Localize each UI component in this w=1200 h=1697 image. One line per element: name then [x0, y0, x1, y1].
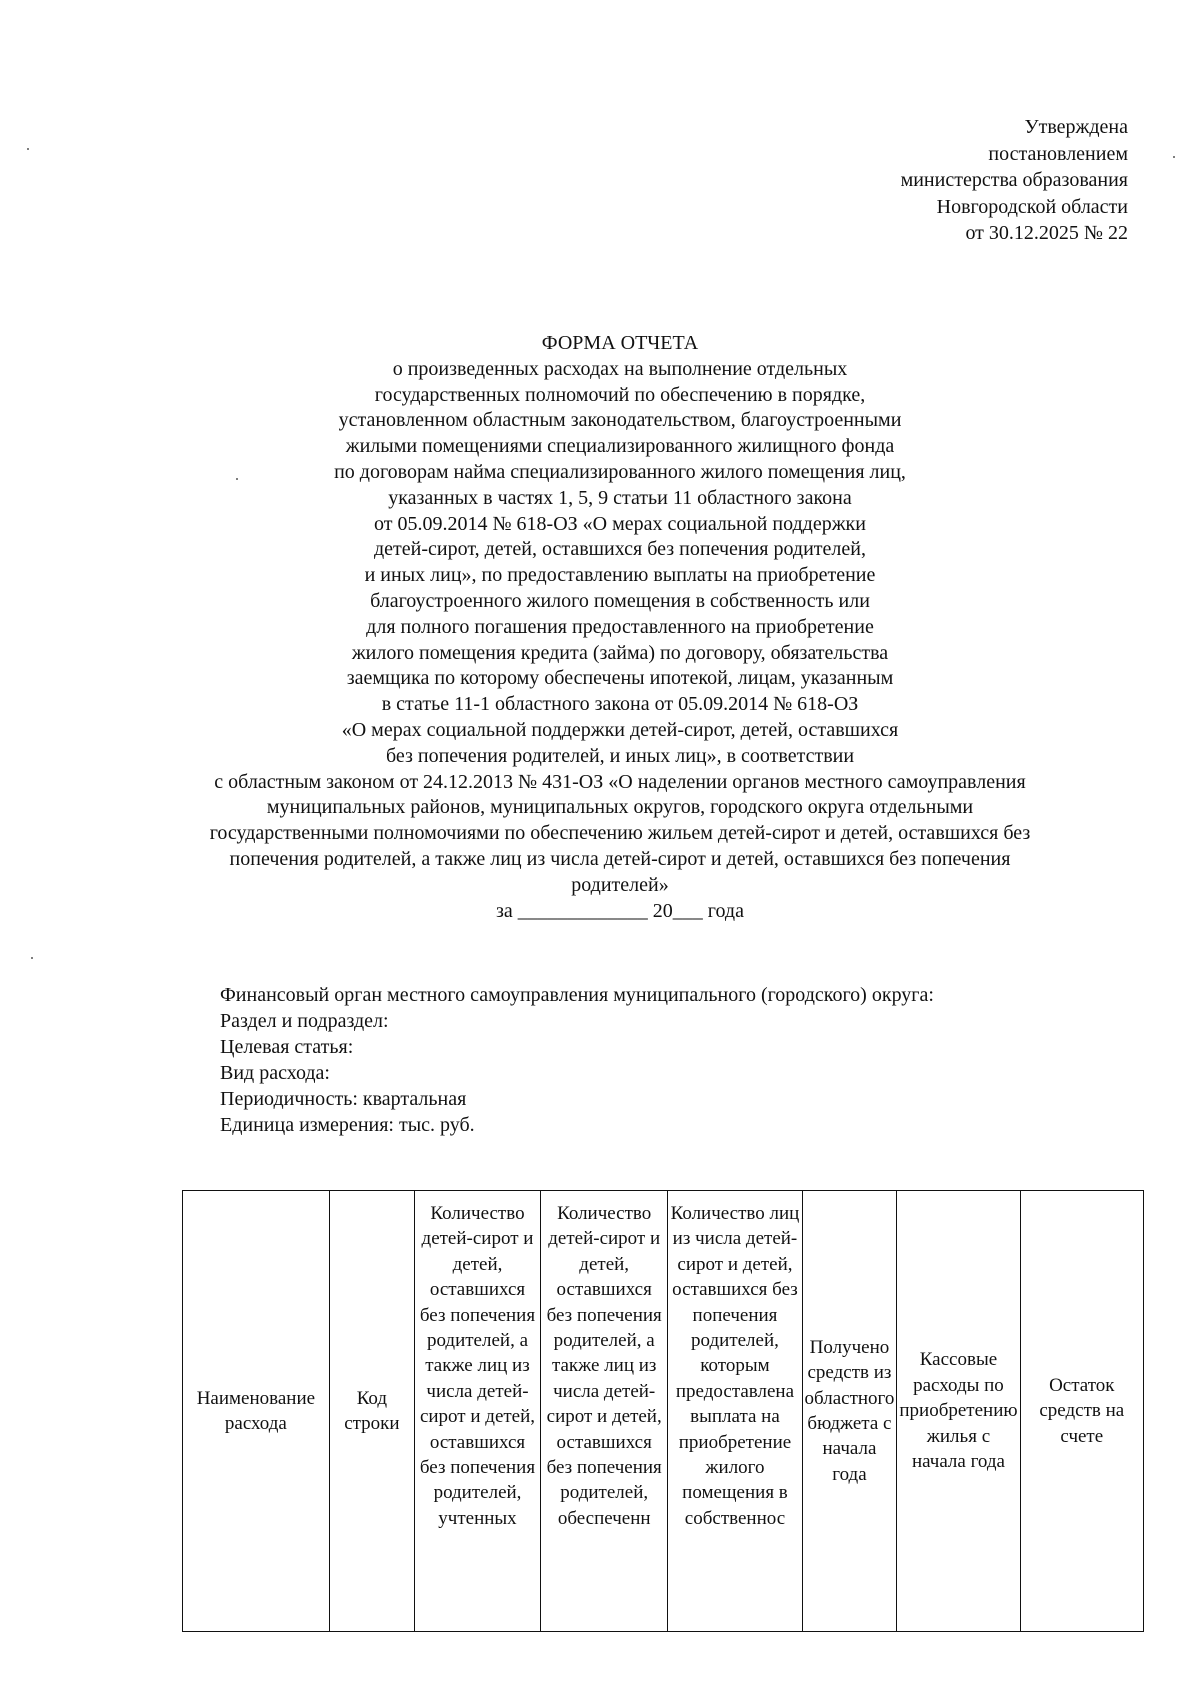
title-line: указанных в частях 1, 5, 9 статьи 11 областного закона — [388, 486, 852, 509]
header-count-registered: Количество детей-сирот и детей, оставшихся без попечения родителей, а также лиц из числа детей-сирот и детей, оставшихся без попечения родителей, учтенных — [415, 1191, 541, 1632]
meta-section: Раздел и подраздел: — [220, 1010, 389, 1032]
header-cash-expenses: Кассовые расходы по приобретению жилья с начала года — [897, 1191, 1020, 1632]
title-line: государственными полномочиями по обеспечению жильем детей-сирот и детей, оставшихся без — [209, 822, 1031, 845]
meta-unit: Единица измерения: тыс. руб. — [220, 1114, 475, 1136]
title-line: заемщика по которому обеспечены ипотекой, лицам, указанным — [346, 667, 894, 690]
scan-speck — [27, 148, 29, 150]
title-line: благоустроенного жилого помещения в собственность или — [370, 589, 870, 612]
report-period: за _____________ 20___ года — [496, 899, 744, 922]
title-line: жилыми помещениями специализированного жилищного фонда — [345, 435, 895, 458]
scan-speck — [236, 478, 238, 480]
meta-expense-type: Вид расхода: — [220, 1062, 330, 1084]
header-row-code: Код строки — [329, 1191, 414, 1632]
header-expense-name: Наименование расхода — [183, 1191, 330, 1632]
header-count-provided: Количество детей-сирот и детей, оставшихся без попечения родителей, а также лиц из числа детей-сирот и детей, оставшихся без попечения родителей, обеспеченн — [540, 1191, 667, 1632]
title-line: государственных полномочий по обеспечению в порядке, — [374, 383, 866, 406]
report-meta — [220, 982, 934, 1138]
title-line: без попечения родителей, и иных лиц», в соответствии — [385, 744, 855, 767]
meta-target-article: Целевая статья: — [220, 1036, 354, 1058]
approval-line: Новгородской области — [936, 195, 1128, 218]
title-line: попечения родителей, а также лиц из числа детей-сирот и детей, оставшихся без попечения — [229, 847, 1011, 870]
meta-financial-body: Финансовый орган местного самоуправления муниципального (городского) округа: — [220, 984, 934, 1006]
approval-line: министерства образования — [900, 169, 1128, 191]
title-line: от 05.09.2014 № 618-ОЗ «О мерах социальной поддержки — [374, 512, 866, 535]
title-line: детей-сирот, детей, оставшихся без попечения родителей, — [374, 538, 866, 561]
table-header-row — [183, 1191, 1144, 1632]
title-line: в статье 11-1 областного закона от 05.09.2014 № 618-ОЗ — [381, 693, 859, 716]
title-line: для полного погашения предоставленного на приобретение — [366, 615, 874, 638]
title-line: по договорам найма специализированного жилого помещения лиц, — [334, 460, 906, 483]
header-count-payment: Количество лиц из числа детей-сирот и детей, оставшихся без попечения родителей, которым предоставлена выплата на приобретение жилого помещения в собственнос — [668, 1191, 802, 1632]
approval-line: от 30.12.2025 № 22 — [965, 222, 1128, 244]
form-heading: ФОРМА ОТЧЕТА — [541, 332, 699, 354]
approval-line: постановлением — [988, 142, 1128, 165]
form-title-block — [120, 331, 1120, 924]
scan-speck — [1173, 156, 1175, 158]
report-table — [182, 1190, 1144, 1632]
meta-periodicity: Периодичность: квартальная — [220, 1088, 467, 1110]
title-line: о произведенных расходах на выполнение отдельных — [392, 357, 848, 380]
title-line: с областным законом от 24.12.2013 № 431-ОЗ «О наделении органов местного самоуправления — [214, 770, 1026, 793]
title-line: и иных лиц», по предоставлению выплаты на приобретение — [364, 564, 876, 587]
approval-line: Утверждена — [1024, 116, 1128, 138]
title-line: жилого помещения кредита (займа) по договору, обязательства — [351, 641, 889, 664]
header-funds-received: Получено средств из областного бюджета с начала года — [802, 1191, 897, 1632]
title-line: родителей» — [571, 873, 669, 896]
scan-speck — [31, 957, 33, 959]
approval-stamp — [901, 114, 1128, 247]
title-line: «О мерах социальной поддержки детей-сирот, детей, оставшихся — [341, 718, 899, 741]
title-line: установленном областным законодательством, благоустроенными — [338, 409, 902, 432]
header-balance: Остаток средств на счете — [1020, 1191, 1143, 1632]
title-line: муниципальных районов, муниципальных округов, городского округа отдельными — [266, 796, 974, 819]
